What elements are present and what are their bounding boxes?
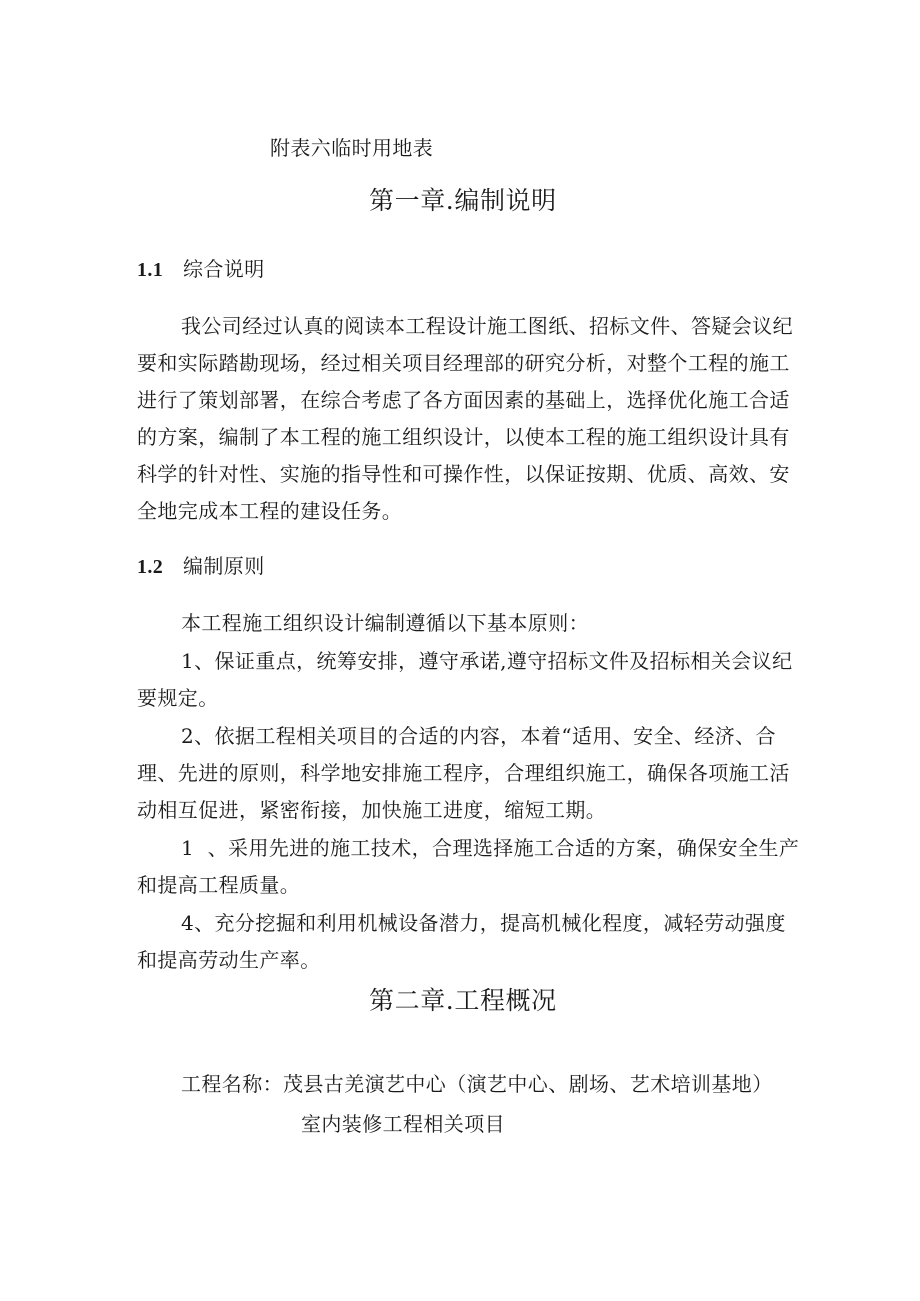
- section-1-2-heading: [137, 552, 265, 581]
- chapter-2-title: 第二章.工程概况: [369, 986, 557, 1015]
- principle-item-line: 4、充分挖掘和利用机械设备潜力，提高机械化程度，减轻劳动强度: [181, 911, 786, 935]
- principle-item-line: 和提高劳动生产率。: [137, 948, 321, 972]
- section-title: 综合说明: [183, 257, 265, 281]
- section-1-1-heading: [137, 255, 265, 284]
- paragraph-line: 进行了策划部署，在综合考虑了各方面因素的基础上，选择优化施工合适: [137, 388, 790, 412]
- paragraph-line: 全地完成本工程的建设任务。: [137, 499, 403, 523]
- principle-item-line: 要规定。: [137, 686, 219, 710]
- project-name-line: 工程名称：茂县古羌演艺中心（演艺中心、剧场、艺术培训基地）: [181, 1072, 773, 1096]
- paragraph-line: 我公司经过认真的阅读本工程设计施工图纸、招标文件、答疑会议纪: [181, 314, 793, 338]
- principle-item-line: 2、依据工程相关项目的合适的内容，本着“适用、安全、经济、合: [181, 724, 776, 748]
- principle-item-line: 和提高工程质量。: [137, 873, 301, 897]
- appendix-line: 附表六临时用地表: [270, 136, 434, 160]
- principle-item-line: 动相互促进，紧密衔接，加快施工进度，缩短工期。: [137, 798, 607, 822]
- section-number: 1.2: [137, 556, 164, 578]
- principle-item-line: 理、先进的原则，科学地安排施工程序，合理组织施工，确保各项施工活: [137, 761, 790, 785]
- section-title: 编制原则: [183, 554, 265, 578]
- paragraph-line: 科学的针对性、实施的指导性和可操作性，以保证按期、优质、高效、安: [137, 462, 790, 486]
- project-name-line: 室内装修工程相关项目: [301, 1112, 505, 1136]
- principles-intro: 本工程施工组织设计编制遵循以下基本原则：: [181, 611, 589, 635]
- chapter-1-title: 第一章.编制说明: [369, 186, 557, 215]
- principle-item-line: 1 、采用先进的施工技术，合理选择施工合适的方案，确保安全生产: [181, 836, 800, 860]
- paragraph-line: 的方案，编制了本工程的施工组织设计，以使本工程的施工组织设计具有: [137, 425, 790, 449]
- principle-item-line: 1、保证重点，统筹安排，遵守承诺,遵守招标文件及招标相关会议纪: [181, 649, 793, 673]
- section-number: 1.1: [137, 259, 164, 281]
- paragraph-line: 要和实际踏勘现场，经过相关项目经理部的研究分析，对整个工程的施工: [137, 351, 790, 375]
